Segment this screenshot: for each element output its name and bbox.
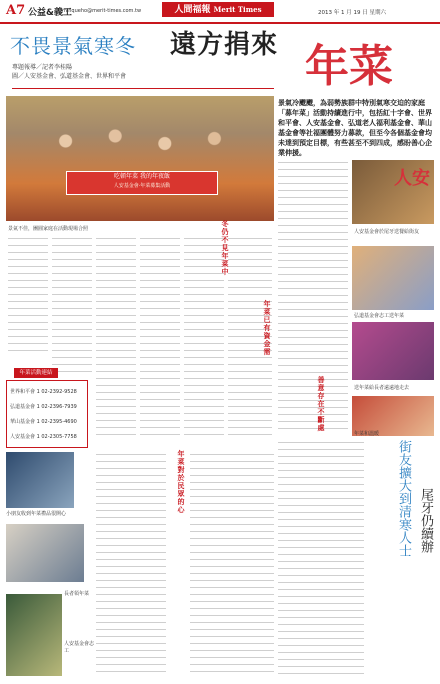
section-email: minqueho@merit-times.com.tw	[62, 8, 142, 14]
caption-right-1: 人安基金會於尾牙送餐給街友	[354, 229, 420, 235]
byline: 專題報導／記者李桂陽 圖／人安基金會、弘道基金會、世界和平會	[12, 64, 127, 80]
crowd-faces	[16, 116, 264, 166]
photo-right-3	[352, 322, 434, 380]
subhead-1: 冬仍不見年菜中	[221, 220, 229, 276]
section-name: 公益&義工	[28, 8, 72, 18]
body-text-col-7	[278, 160, 348, 430]
photo-lower-1	[6, 452, 74, 508]
caption-lower-1: 小朋友收到年菜禮品很開心	[6, 511, 67, 517]
issue-date: 2013 年 1 月 19 日 星期六	[318, 10, 386, 16]
event-banner: 吃頓年菜 我的年夜飯 人安基金會·年菜募集活動	[66, 171, 218, 195]
body-text-col-9	[190, 452, 274, 678]
caption-right-2: 弘道基金會志工送年菜	[354, 313, 405, 319]
caption-right-4: 年菜和溫暖	[354, 431, 380, 437]
photo-caption: 景氣不佳，團圓家庭在活動現場合照	[8, 226, 89, 232]
page-number: A7	[6, 3, 26, 18]
body-text-col-8	[96, 452, 166, 678]
kicker-title: 不畏景氣寒冬	[10, 34, 136, 58]
body-text-col-3	[96, 236, 136, 436]
info-box-rows: 世界和平會 1 02-2392-9528 弘道基金會 1 02-2396-7939 華山基金會 1 02-2395-4690 人安基金會 1 02-2305-7758	[10, 389, 77, 440]
subhead-4: 年菜對於民眾的心	[177, 450, 185, 514]
side-headline-1: 街友擴大到清寒人士	[396, 440, 411, 557]
masthead-logo: 人間福報 Merit Times	[162, 2, 274, 17]
subhead-3: 善意存在不斷處	[317, 376, 325, 432]
info-box-title: 年菜活動連結	[14, 368, 58, 378]
lead-paragraph: 景氣冷颼颼，為弱勢族群中特別氣寒交迫的家庭「募年菜」活動持續進行中，包括紅十字會、世界和平會、人安基金會、弘道老人福利基金會、華山基金會等社福團體努力募款，但至今各個基金會均未達到預定目標，有些甚至不到四成，感盼善心企業伸援。	[278, 99, 432, 157]
side-headline-2: 尾牙仍續辦	[418, 488, 433, 553]
caption-right-3: 送年菜給長者遠遠地走去	[354, 385, 410, 391]
info-box	[6, 380, 88, 448]
body-text-col-10	[278, 440, 364, 678]
photo-right-1: 人安	[352, 160, 434, 224]
main-headline: 遠方捐來	[170, 30, 279, 60]
caption-lower-2: 長者領年菜	[64, 591, 90, 597]
photo-right-2	[352, 246, 434, 310]
body-text-col-1	[8, 236, 48, 356]
headline-art-text: 年菜	[305, 41, 393, 92]
subhead-2: 年菜已有資金需	[263, 300, 271, 356]
photo-lower-2	[6, 524, 84, 582]
body-text-col-4	[140, 236, 180, 436]
divider	[12, 88, 274, 89]
body-text-col-5	[184, 236, 224, 436]
caption-lower-3: 人安基金會志工	[64, 641, 95, 654]
photo-lower-3	[6, 594, 62, 676]
body-text-col-2	[52, 236, 92, 376]
group-photo	[6, 96, 274, 221]
